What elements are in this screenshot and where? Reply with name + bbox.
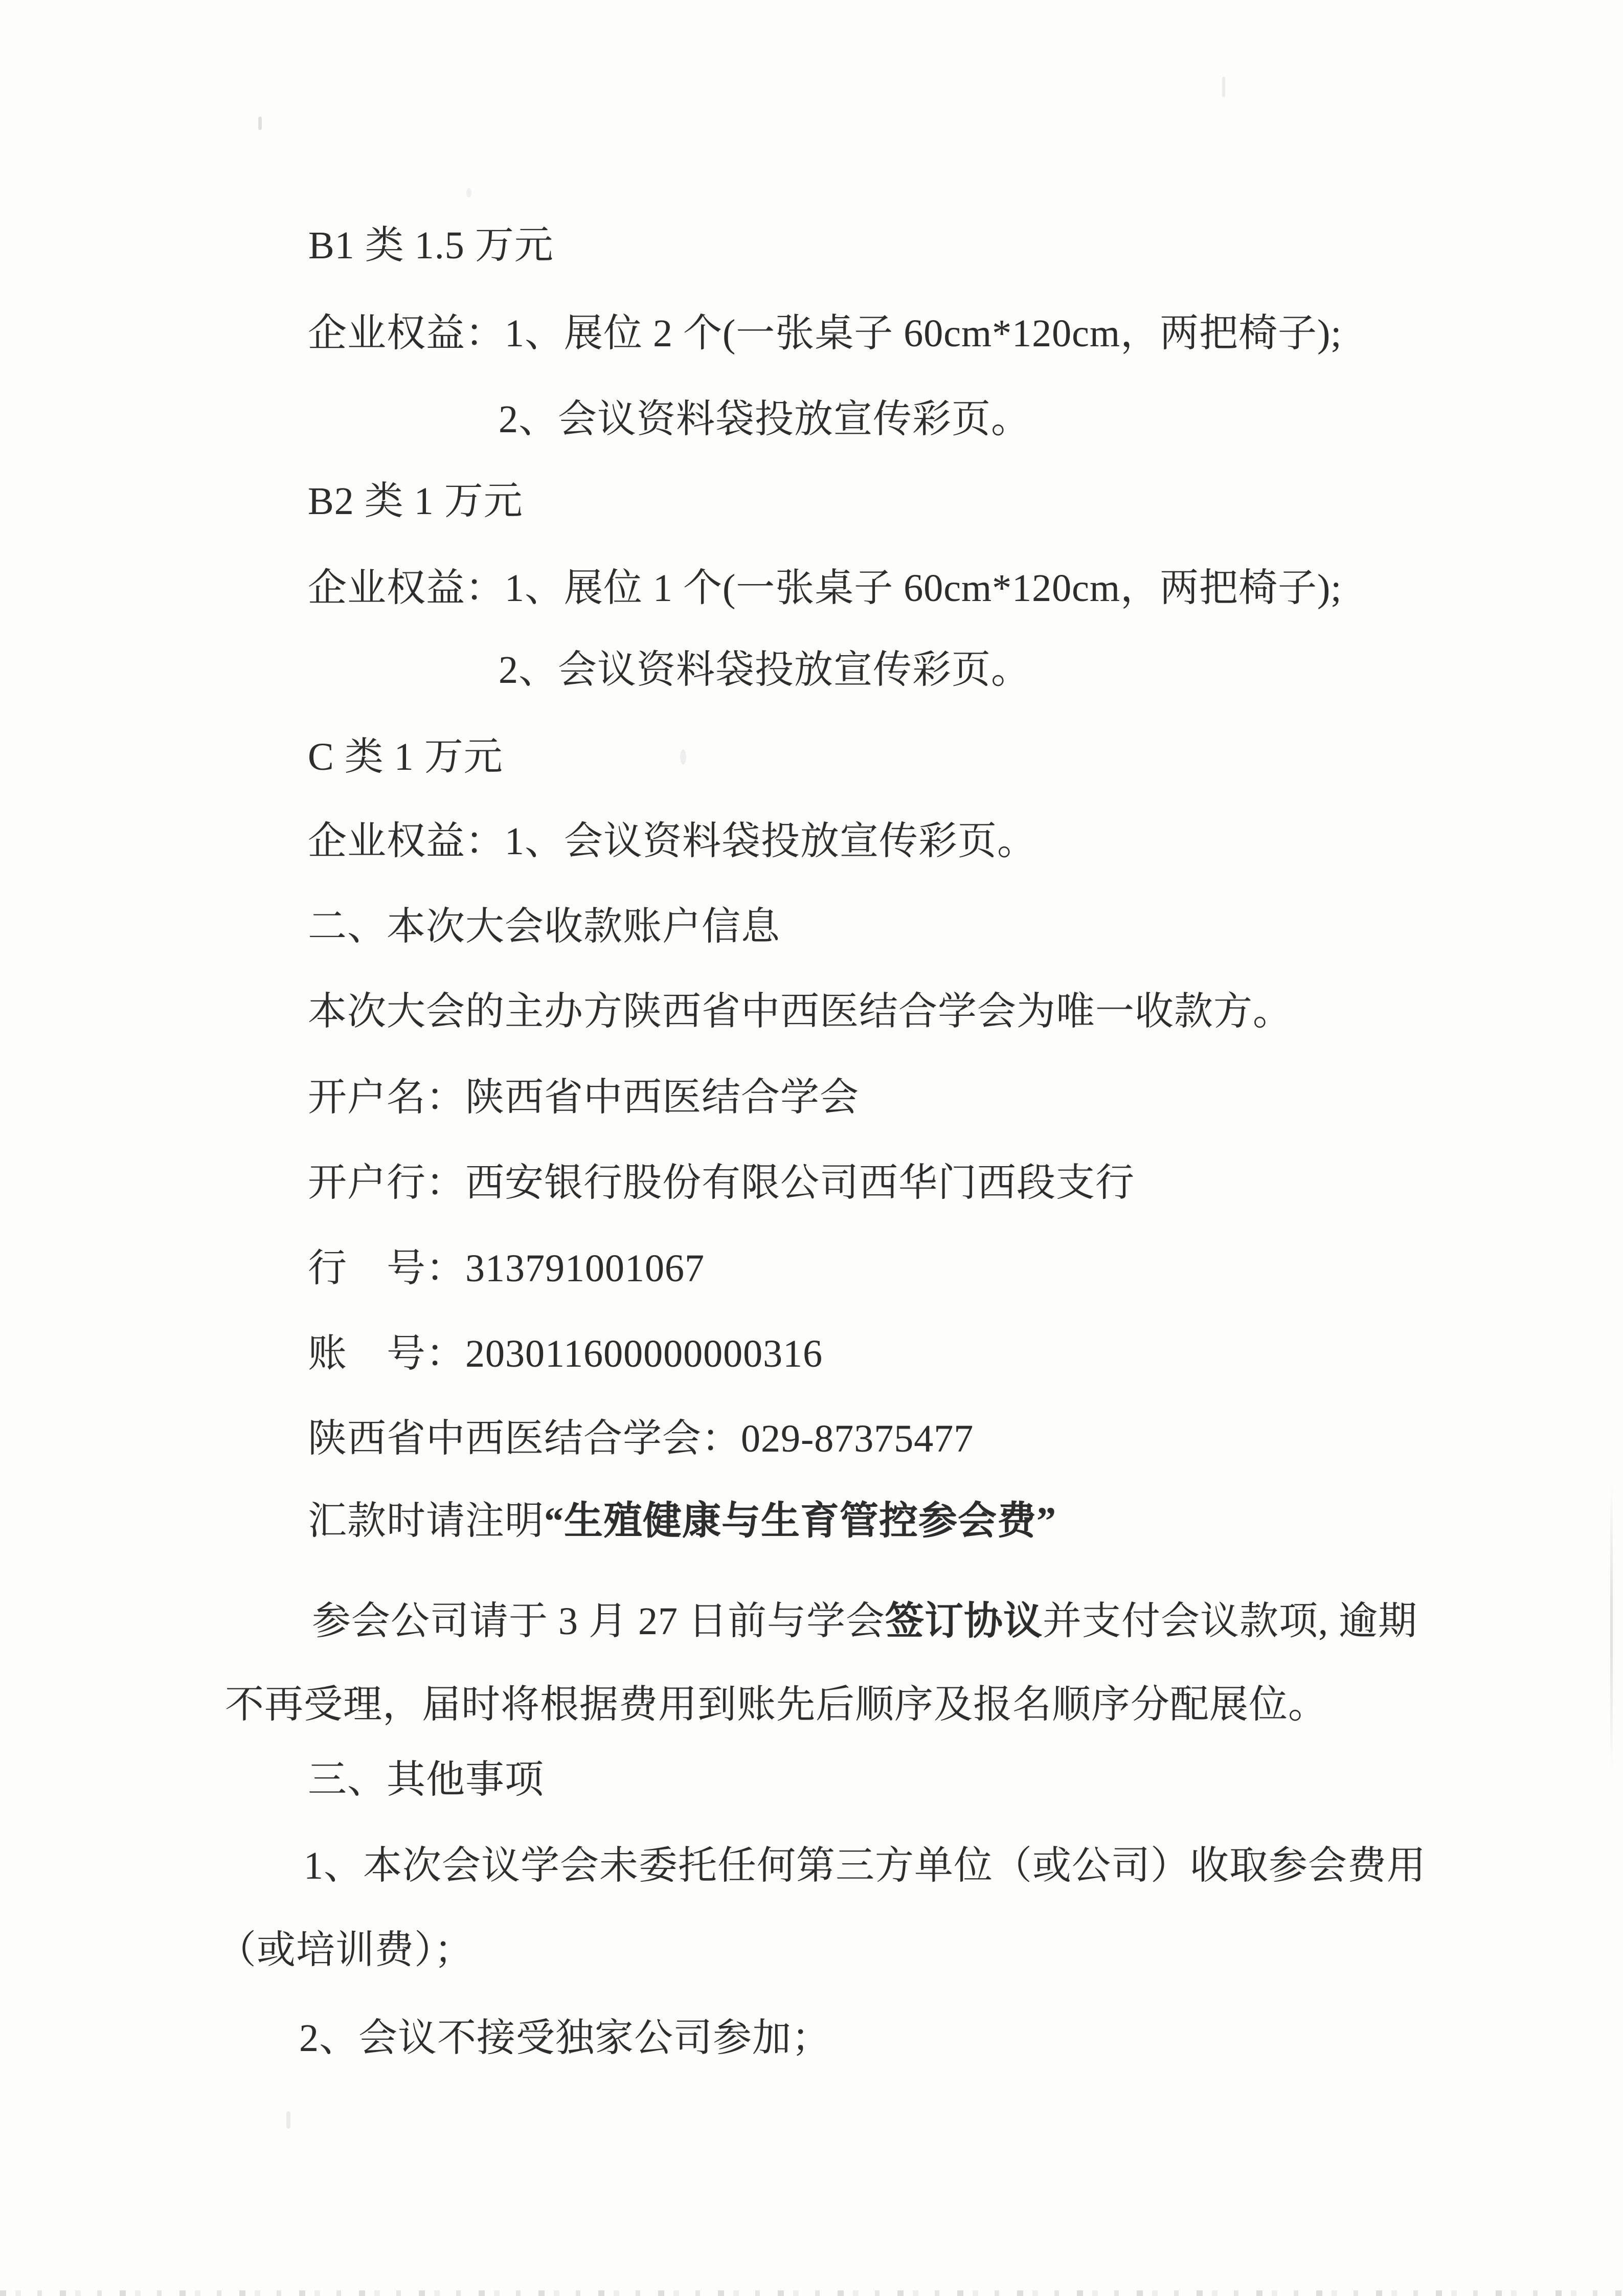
text-line — [308, 217, 554, 274]
text-segment: （或培训费）； — [217, 1929, 474, 1972]
text-line — [499, 391, 1030, 448]
text-line — [308, 1492, 1056, 1550]
text-segment: 2、会议不接受独家公司参加； — [299, 2017, 831, 2060]
text-segment-bold: “生殖健康与生育管控参会费” — [544, 1500, 1056, 1543]
text-segment: 陕西省中西医结合学会：029-87375477 — [308, 1417, 974, 1460]
text-line — [225, 1676, 1327, 1733]
text-segment: 三、其他事项 — [308, 1758, 544, 1801]
scan-speck — [258, 117, 262, 130]
scan-vertical-smudge — [1610, 1483, 1613, 1770]
text-line — [308, 1410, 974, 1467]
text-segment: B2 类 1 万元 — [308, 480, 523, 523]
text-segment: B1 类 1.5 万元 — [308, 224, 554, 267]
text-line — [308, 813, 1036, 870]
text-segment: 开户行：西安银行股份有限公司西华门西段支行 — [308, 1162, 1135, 1205]
text-segment: 1、本次会议学会未委托任何第三方单位（或公司）收取参会费用 — [304, 1844, 1426, 1887]
text-segment: 开户名：陕西省中西医结合学会 — [308, 1076, 859, 1119]
text-segment-bold: 签订协议 — [885, 1600, 1043, 1643]
text-segment: 企业权益：1、展位 2 个(一张桌子 60cm*120cm，两把椅子); — [308, 312, 1342, 355]
text-line — [308, 1240, 705, 1297]
text-segment: 企业权益：1、展位 1 个(一张桌子 60cm*120cm，两把椅子); — [308, 567, 1342, 610]
text-segment: 并支付会议款项, 逾期 — [1043, 1600, 1417, 1643]
text-line — [312, 1593, 1417, 1650]
text-segment: 2、会议资料袋投放宣传彩页。 — [499, 649, 1030, 692]
text-line — [308, 1751, 544, 1809]
text-segment: 2、会议资料袋投放宣传彩页。 — [499, 398, 1030, 441]
text-segment: 汇款时请注明 — [308, 1500, 544, 1543]
scan-speck — [286, 2111, 290, 2129]
text-line — [308, 1069, 859, 1126]
text-line — [299, 2010, 831, 2067]
text-line — [308, 898, 780, 955]
text-segment: 二、本次大会收款账户信息 — [308, 905, 780, 948]
text-segment: 企业权益：1、会议资料袋投放宣传彩页。 — [308, 820, 1036, 863]
text-line — [308, 473, 523, 530]
text-line — [308, 983, 1292, 1040]
text-segment: 本次大会的主办方陕西省中西医结合学会为唯一收款方。 — [308, 990, 1292, 1033]
text-line — [499, 641, 1030, 699]
text-segment: C 类 1 万元 — [308, 735, 503, 778]
text-line — [308, 1154, 1135, 1212]
scan-speck — [680, 749, 686, 765]
scan-speck — [466, 188, 471, 197]
text-line — [308, 1325, 823, 1383]
text-segment: 账 号：203011600000000316 — [308, 1332, 823, 1375]
text-segment: 参会公司请于 3 月 27 日前与学会 — [312, 1600, 885, 1643]
text-line — [304, 1837, 1426, 1894]
text-line — [308, 728, 503, 786]
scan-speck — [1222, 77, 1225, 97]
text-line — [217, 1922, 474, 1979]
scan-bottom-noise-band — [0, 2290, 1623, 2296]
text-segment: 行 号：313791001067 — [308, 1247, 705, 1290]
text-line — [308, 560, 1342, 617]
text-line — [308, 305, 1342, 362]
text-segment: 不再受理，届时将根据费用到账先后顺序及报名顺序分配展位。 — [225, 1683, 1327, 1726]
